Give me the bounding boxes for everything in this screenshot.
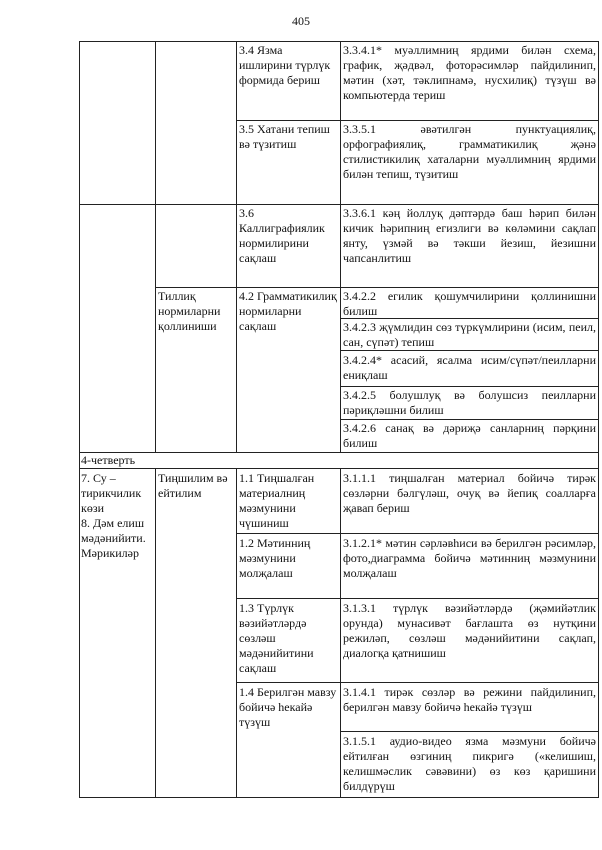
topic-7: 7. Су – тирикчилик көзи [81, 471, 142, 515]
objective-3-4-2-6: 3.4.2.6 санақ вә дәриҗә санларниң пәрқини билиш [343, 421, 596, 450]
objective-3-3-4-1: 3.3.4.1* муәллимниң ярдими билән схема, график, җәдвәл, фоторәсимләр пайдилинип, мәтин (хәт, тәклипнамә, нусхилиқ) түзүш вә компьютерда териш [343, 43, 596, 102]
language-norms-cell: Тиллиқ нормиларни қоллиниши [158, 289, 221, 333]
goal-1-4-cell: 1.4 Берилгән мавзу бойичә һекайә түзүш [239, 685, 337, 729]
objective-3-4-2-4: 3.4.2.4* асасий, ясалма исим/сүпәт/пеилларни ениқлаш [343, 353, 596, 382]
objective-3-1-5-1: 3.1.5.1 аудио-видео язма мәзмуни бойичә ейтилған өзгиниң пикригә («келишиш, келишмәслик сәвәвини) өз көз қаришини билдүрүш [343, 734, 596, 793]
objective-3-1-2-1: 3.1.2.1* мәтин сәрләвһиси вә берилгән рәсимләр, фото,диаграмма бойичә мәтинниң мәзмунини молҗалаш [343, 536, 596, 580]
topics-cell [81, 471, 153, 561]
topic-8: 8. Дәм елиш мәдәнийити. Мәрикиләр [81, 516, 146, 560]
objective-3-3-6-1: 3.3.6.1 кәң йоллуқ дәптәрдә баш һәрип билән кичик һәрипниң егизлиги вә көләмини сақлап янту, үзмәй вә тәкши йезиш, йезишни чапсанлитиш [343, 206, 596, 265]
objective-3-1-3-1: 3.1.3.1 түрлүк вәзийәтләрдә (җәмийәтлик орунда) мунасивәт бағлашта өз нутқини режиләп, сөзләш мәдәнийитини сақлап, диалогқа қатнишиш [343, 601, 596, 660]
listening-cell: Тиңшилим вә ейтилим [158, 471, 228, 500]
goal-3-5-cell: 3.5 Хатани тепиш вә түзитиш [239, 122, 330, 151]
goal-4-2-cell: 4.2 Грамматикилиқ нормиларни сақлаш [239, 289, 337, 333]
goal-1-2-cell: 1.2 Мәтинниң мәзмунини молҗалаш [239, 536, 311, 580]
page-number: 405 [292, 14, 310, 28]
objective-3-3-5-1: 3.3.5.1 әвәтилгән пунктуациялиқ, орфографиялиқ, грамматикилиқ җәнә стилистикилиқ хаталарни муәллимниң ярдими билән тепиш, түзитиш [343, 122, 596, 181]
objective-3-1-1-1: 3.1.1.1 тиңшалған материал бойичә тирәк сөзләрни бәлгүләш, очуқ вә йепиқ соалларға җавап бериш [343, 471, 596, 515]
objective-3-4-2-5: 3.4.2.5 болушлуқ вә болушсиз пеилларни пәриқләшни билиш [343, 388, 596, 417]
objective-3-4-2-2: 3.4.2.2 егилик қошумчилирини қоллинишни билиш [343, 289, 596, 318]
goal-3-6-cell: 3.6 Каллиграфиялик нормилирини сақлаш [239, 206, 325, 265]
goal-3-4-cell: 3.4 Язма ишлирини түрлүк формида бериш [239, 43, 331, 87]
goal-1-1-cell: 1.1 Тиңшалған материалниң мәзмунини чүшиниш [239, 471, 315, 530]
quarter-label: 4-четверть [81, 453, 136, 467]
objective-3-1-4-1: 3.1.4.1 тирәк сөзләр вә режини пайдилинип, берилгән мавзу бойичә һекайә түзүш [343, 685, 596, 714]
objective-3-4-2-3: 3.4.2.3 җүмлидин сөз түркүмлирини (исим, пеил, сан, сүпәт) тепиш [343, 320, 596, 349]
goal-1-3-cell: 1.3 Түрлүк вәзийәтләрдә сөзләш мәдәнийитини сақлаш [239, 601, 314, 675]
